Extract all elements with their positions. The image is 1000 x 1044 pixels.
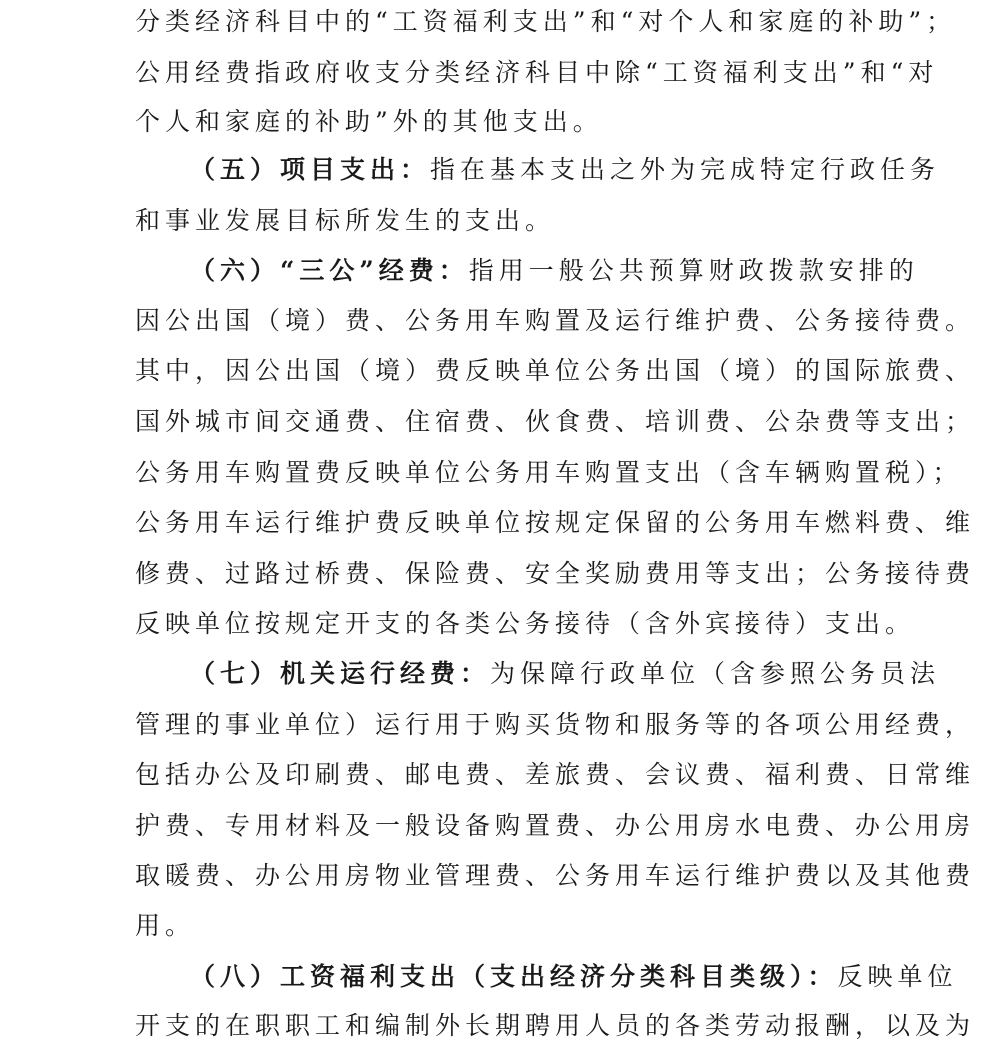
section-heading: （五）项目支出：	[190, 155, 431, 184]
text-line	[135, 4, 956, 40]
line-text: 公务用车运行维护费反映单位按规定保留的公务用车燃料费、维	[135, 508, 976, 537]
line-text: 反映单位按规定开支的各类公务接待（含外宾接待）支出。	[135, 609, 916, 638]
line-text: 因公出国（境）费、公务用车购置及运行维护费、公务接待费。	[135, 306, 976, 335]
text-line	[135, 556, 975, 592]
text-line	[135, 353, 975, 389]
text-line	[135, 55, 938, 91]
section-heading: （八）工资福利支出（支出经济分类科目类级）：	[190, 962, 838, 991]
text-line	[135, 455, 963, 491]
text-line	[135, 1008, 975, 1044]
line-text: 其中，因公出国（境）费反映单位公务出国（境）的国际旅费、	[135, 356, 976, 385]
text-line	[135, 203, 555, 239]
text-line	[135, 606, 915, 642]
text-line	[135, 757, 975, 793]
line-text: 指用一般公共预算财政拨款安排的	[468, 256, 919, 285]
line-text: 管理的事业单位）运行用于购买货物和服务等的各项公用经费，	[135, 710, 976, 739]
line-text: 个人和家庭的补助”外的其他支出。	[135, 107, 603, 136]
text-line	[135, 505, 975, 541]
line-text: 修费、过路过桥费、保险费、安全奖励费用等支出；公务接待费	[135, 559, 976, 588]
line-text: 护费、专用材料及一般设备购置费、办公用房水电费、办公用房	[135, 811, 976, 840]
line-text: 分类经济科目中的“工资福利支出”和“对个人和家庭的补助”；	[135, 7, 957, 36]
line-text: 包括办公及印刷费、邮电费、差旅费、会议费、福利费、日常维	[135, 760, 976, 789]
line-text: 国外城市间交通费、住宿费、伙食费、培训费、公杂费等支出；	[135, 407, 976, 436]
line-text: 取暖费、办公用房物业管理费、公务用车运行维护费以及其他费	[135, 861, 976, 890]
section-seven-line	[190, 656, 940, 692]
line-text: 和事业发展目标所发生的支出。	[135, 206, 556, 235]
text-line	[135, 858, 975, 894]
section-five-line	[190, 152, 940, 188]
text-line	[135, 707, 975, 743]
text-line	[135, 104, 603, 140]
line-text: 指在基本支出之外为完成特定行政任务	[430, 155, 941, 184]
text-line	[135, 908, 195, 944]
section-six-line	[190, 253, 919, 289]
line-text: 为保障行政单位（含参照公务员法	[490, 659, 941, 688]
line-text: 公用经费指政府收支分类经济科目中除“工资福利支出”和“对	[135, 58, 939, 87]
text-line	[135, 404, 975, 440]
section-heading: （六）“三公”经费：	[190, 256, 469, 285]
text-line	[135, 303, 975, 339]
section-eight-line	[190, 959, 958, 995]
line-text: 反映单位	[837, 962, 958, 991]
text-line	[135, 808, 975, 844]
line-text: 开支的在职职工和编制外长期聘用人员的各类劳动报酬，以及为	[135, 1011, 976, 1040]
line-text: 用。	[135, 911, 196, 940]
line-text: 公务用车购置费反映单位公务用车购置支出（含车辆购置税）；	[135, 458, 963, 487]
section-heading: （七）机关运行经费：	[190, 659, 491, 688]
